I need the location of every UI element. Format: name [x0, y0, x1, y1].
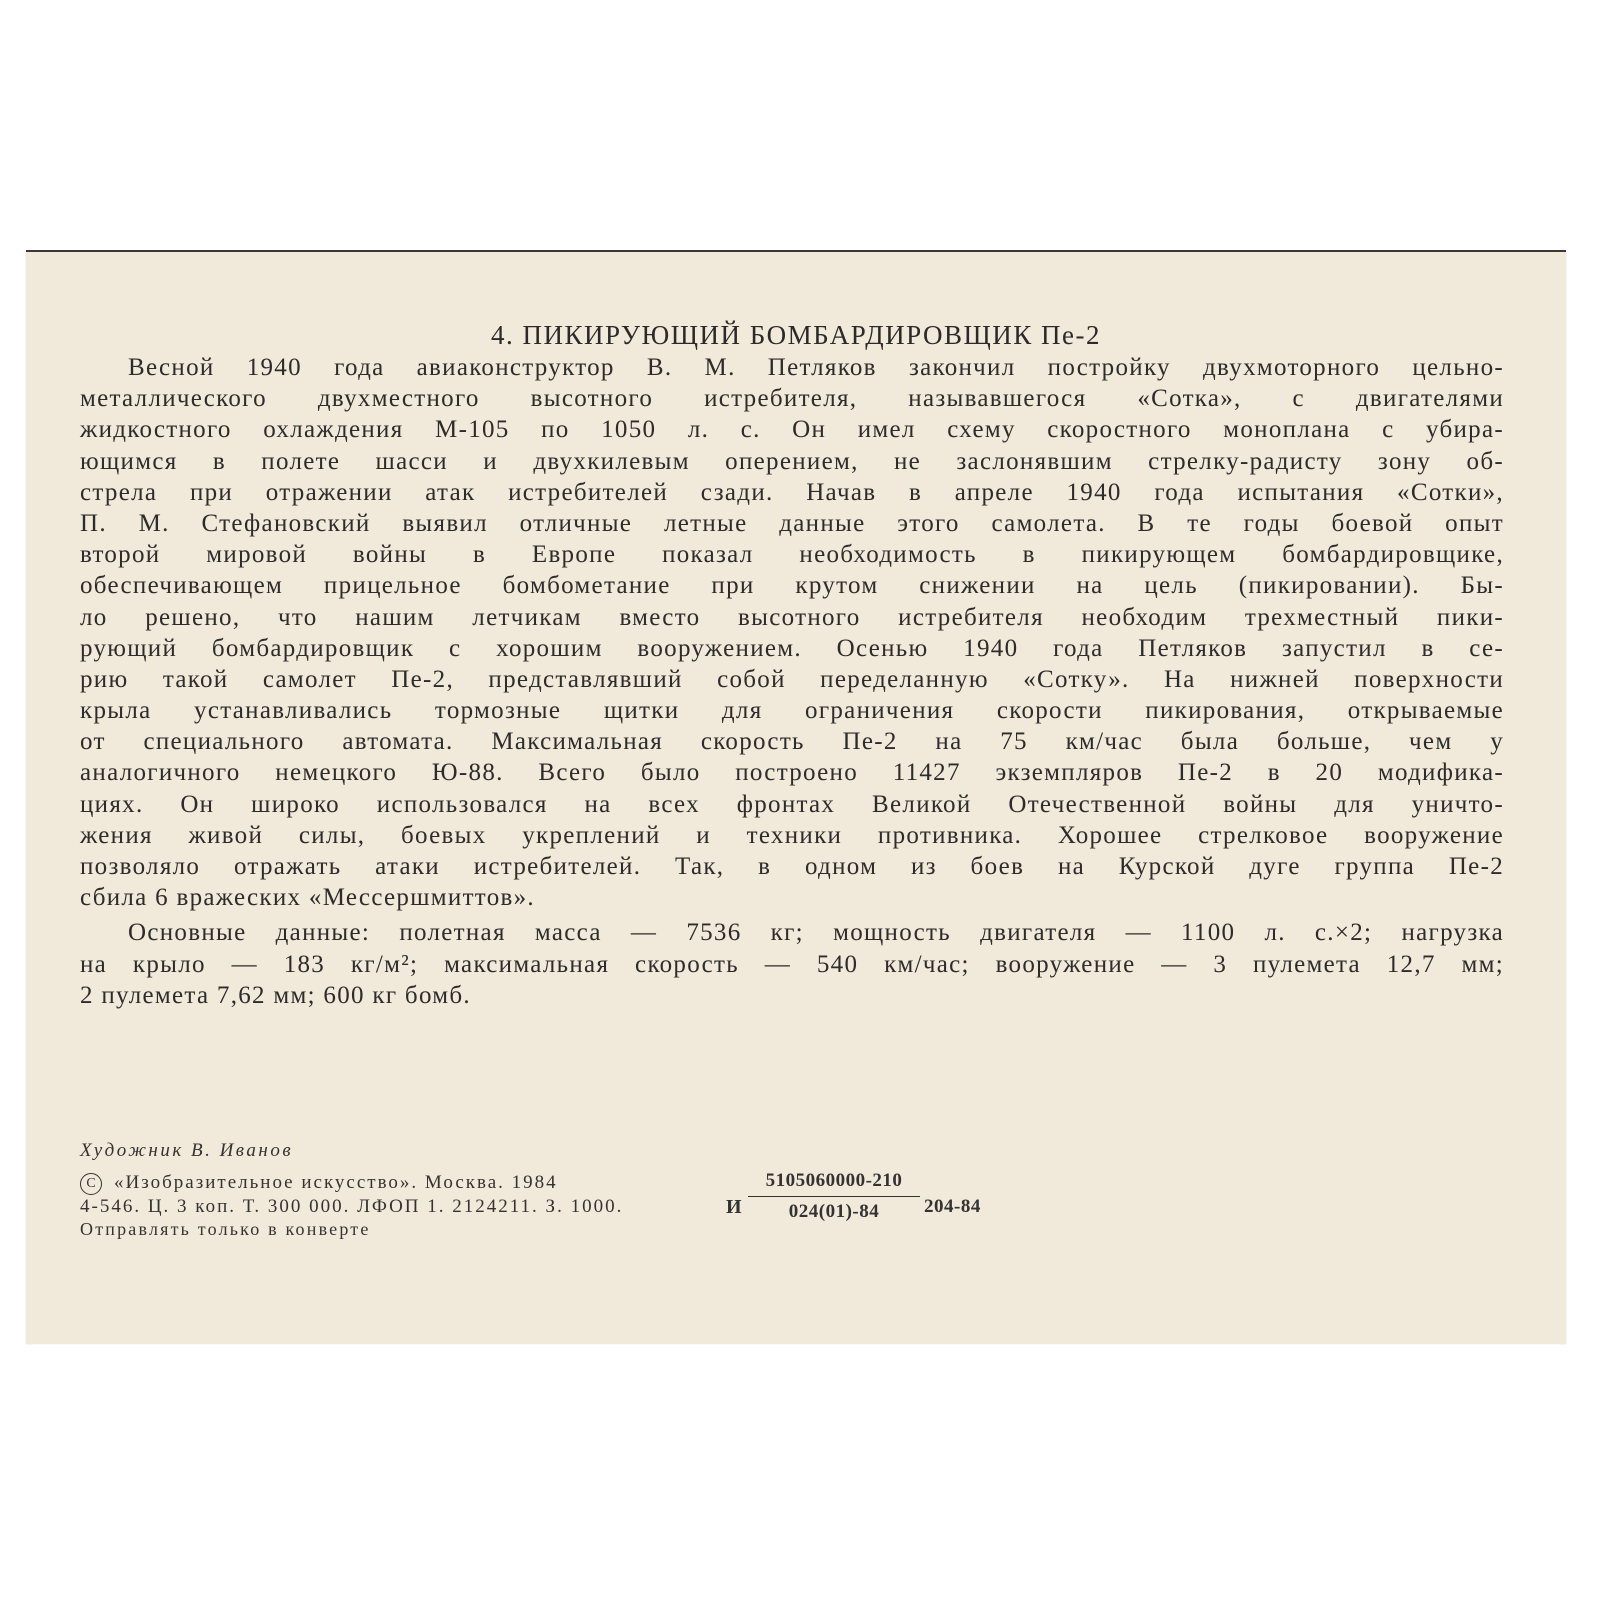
description-line: рию такой самолет Пе-2, представлявший собой переделанную «Сотку». На нижней поверхности [80, 665, 1504, 693]
publisher-name: «Изобразительное искусство». Москва. 1984 [114, 1172, 558, 1193]
index-denominator: 024(01)-84 [788, 1201, 880, 1222]
description-line: П. М. Стефановский выявил отличные летные данные этого самолета. В те годы боевой опыт [80, 509, 1504, 537]
description-line: циях. Он широко использовался на всех фронтах Великой Отечественной войны для уничто- [80, 790, 1504, 818]
description-line: второй мировой войны в Европе показал необходимость в пикирующем бомбардировщике, [80, 541, 1504, 569]
description-line: металлического двухместного высотного истребителя, называвшегося «Сотка», с двигателями [80, 385, 1504, 413]
print-info: 4-546. Ц. 3 коп. Т. 300 000. ЛФОП 1. 2124211. З. 1000. [80, 1196, 624, 1217]
specifications-line: на крыло — 183 кг/м²; максимальная скорость — 540 км/час; вооружение — 3 пулемета 12,7 мм; [80, 950, 1504, 978]
description-text [80, 352, 1504, 1011]
postcard-back [26, 252, 1566, 1344]
description-line: жидкостного охлаждения М-105 по 1050 л. с. Он имел схему скоростного моноплана с убира- [80, 416, 1504, 444]
description-line: аналогичного немецкого Ю-88. Всего было построено 11427 экземпляров Пе-2 в 20 модифика- [80, 759, 1504, 787]
specifications-line: Основные данные: полетная масса — 7536 кг; мощность двигателя — 1100 л. с.×2; нагрузка [128, 919, 1504, 947]
mailing-note: Отправлять только в конверте [80, 1219, 371, 1239]
description-line: обеспечивающем прицельное бомбометание при крутом снижении на цель (пикировании). Бы- [80, 572, 1504, 600]
index-fraction [748, 1170, 920, 1223]
description-line: Весной 1940 года авиаконструктор В. М. Петляков закончил постройку двухмоторного цельно- [128, 354, 1504, 381]
index-letter: И [726, 1196, 742, 1218]
specifications-line: 2 пулемета 7,62 мм; 600 кг бомб. [80, 981, 471, 1009]
description-line: ло решено, что нашим летчикам вместо высотного истребителя необходим трехместный пики- [80, 603, 1504, 631]
specifications-text [80, 917, 1504, 1011]
description-line: ющимся в полете шасси и двухкилевым оперением, не заслонявшим стрелку-радисту зону об- [80, 447, 1504, 475]
description-line: рующий бомбардировщик с хорошим вооружением. Осенью 1940 года Петляков запустил в се- [80, 634, 1504, 662]
description-line: жения живой силы, боевых укреплений и техники противника. Хорошее стрелковое вооружение [80, 821, 1504, 849]
description-line: сбила 6 вражеских «Мессершмиттов». [80, 884, 535, 912]
copyright-icon: С [80, 1173, 102, 1195]
description-line: стрела при отражении атак истребителей сзади. Начав в апреле 1940 года испытания «Сотки», [80, 478, 1504, 506]
description-line: позволяло отражать атаки истребителей. Так, в одном из боев на Курской дуге группа Пе-2 [80, 853, 1504, 880]
description-line: крыла устанавливались тормозные щитки для ограничения скорости пикирования, открываемые [80, 697, 1504, 725]
publisher-line [80, 1172, 558, 1195]
artist-credit: Художник В. Иванов [80, 1140, 294, 1161]
index-suffix: 204-84 [924, 1196, 981, 1217]
card-title: 4. ПИКИРУЮЩИЙ БОМБАРДИРОВЩИК Пе-2 [491, 320, 1101, 350]
index-numerator: 5105060000-210 [748, 1170, 920, 1197]
description-line: от специального автомата. Максимальная скорость Пе-2 на 75 км/час была больше, чем у [80, 728, 1504, 756]
